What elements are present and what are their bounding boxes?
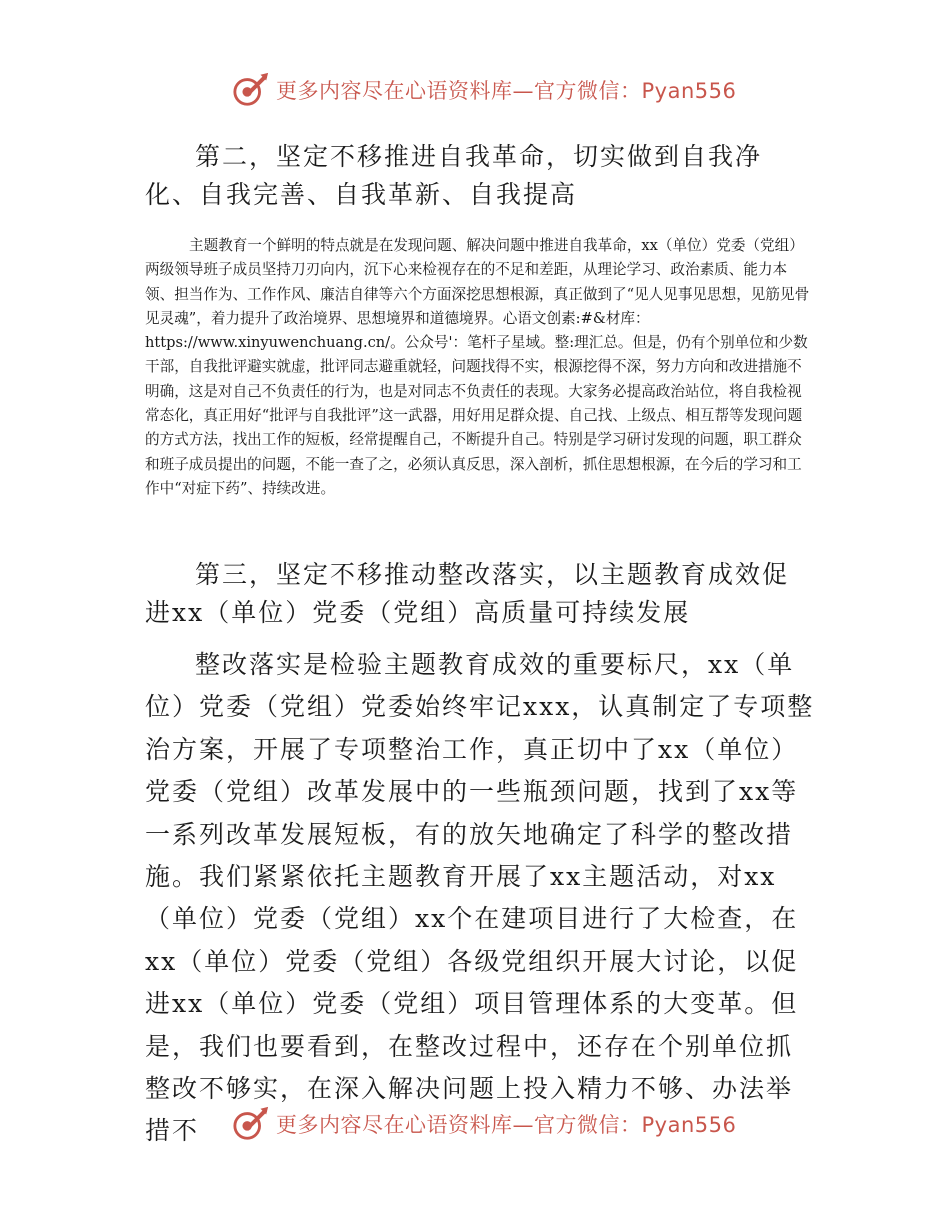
watermark-banner-top bbox=[232, 68, 736, 112]
section-heading-three: 第三，坚定不移推动整改落实，以主题教育成效促进xx（单位）党委（党组）高质量可持续发展 bbox=[145, 560, 790, 627]
quill-pen-logo-icon bbox=[232, 1105, 270, 1143]
section-heading-two: 第二，坚定不移推进自我革命，切实做到自我净化、自我完善、自我革新、自我提高 bbox=[145, 142, 763, 209]
paragraph-self-revolution: 主题教育一个鲜明的特点就是在发现问题、解决问题中推进自我革命，xx（单位）党委（党组）两级领导班子成员坚持刀刃向内，沉下心来检视存在的不足和差距，从理论学习、政治素质、能力本领、担当作为、工作作风、廉洁自律等六个方面深挖思想根源，真正做到了“见人见事见思想，见筋见骨见灵魂”，着力提升了政治境界、思想境界和道德境界。心语文创素:#&材库：https://www.xinyuwenchuang.cn/。公众号'：笔杆子星域。整:理汇总。但是，仍有个别单位和少数干部，自我批评避实就虚，批评同志避重就轻，问题找得不实，根源挖得不深，努力方向和改进措施不明确，这是对自己不负责任的行为，也是对同志不负责任的表现。大家务必提高政治站位，将自我检视常态化，真正用好“批评与自我批评”这一武器，用好用足群众提、自己找、上级点、相互帮等发现问题的方式方法，找出工作的短板，经常提醒自己，不断提升自己。特别是学习研讨发现的问题，职工群众和班子成员提出的问题，不能一查了之，必须认真反思，深入剖析，抓住思想根源，在今后的学习和工作中“对症下药”、持续改进。 bbox=[145, 237, 810, 497]
watermark-text: 更多内容尽在心语资料库—官方微信：Pyan556 bbox=[276, 79, 737, 103]
quill-pen-logo-icon bbox=[232, 71, 270, 109]
paragraph-rectification: 整改落实是检验主题教育成效的重要标尺，xx（单位）党委（党组）党委始终牢记xxx，认真制定了专项整治方案，开展了专项整治工作，真正切中了xx（单位）党委（党组）改革发展中的一些瓶颈问题，找到了xx等一系列改革发展短板，有的放矢地确定了科学的整改措施。我们紧紧依托主题教育开展了xx主题活动，对xx（单位）党委（党组）xx个在建项目进行了大检查，在xx（单位）党委（党组）各级党组织开展大讨论，以促进xx（单位）党委（党组）项目管理体系的大变革。但是，我们也要看到，在整改过程中，还存在个别单位抓整改不够实，在深入解决问题上投入精力不够、办法举措不 bbox=[145, 650, 815, 1146]
watermark-banner-bottom bbox=[232, 1102, 736, 1146]
watermark-text: 更多内容尽在心语资料库—官方微信：Pyan556 bbox=[276, 1113, 737, 1137]
